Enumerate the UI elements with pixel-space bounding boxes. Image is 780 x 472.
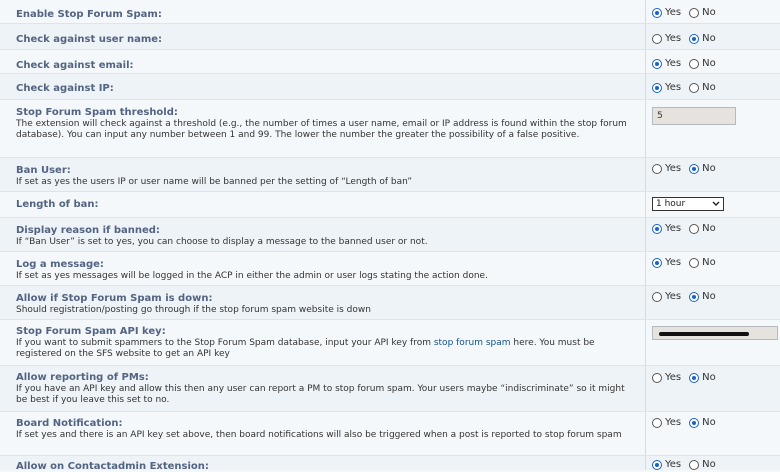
radio-yes[interactable]: Yes (652, 372, 681, 383)
setting-row-board-notification (0, 412, 780, 456)
radio-no[interactable]: No (689, 7, 716, 18)
setting-description: If “Ban User” is set to yes, you can choose to display a message to the banned user or not. (16, 237, 428, 247)
radio-selected-icon[interactable] (689, 34, 699, 44)
setting-description: Should registration/posting go through if the stop forum spam website is down (16, 305, 371, 315)
stop-forum-spam-link[interactable]: stop forum spam (433, 338, 511, 348)
radio-no[interactable]: No (689, 163, 716, 174)
setting-row-api-key (0, 320, 780, 366)
radio-unselected-icon[interactable] (652, 34, 662, 44)
radio-selected-icon[interactable] (652, 258, 662, 268)
radio-yes[interactable]: Yes (652, 417, 681, 428)
redacted-value (659, 332, 749, 336)
setting-row-check-username (0, 24, 780, 50)
radio-selected-icon[interactable] (652, 83, 662, 93)
radio-unselected-icon[interactable] (652, 292, 662, 302)
radio-no[interactable]: No (689, 33, 716, 44)
radio-group (652, 223, 716, 234)
radio-group (652, 372, 716, 383)
radio-group (652, 163, 716, 174)
setting-title: Length of ban: (16, 199, 99, 210)
radio-group (652, 417, 716, 428)
radio-yes[interactable]: Yes (652, 163, 681, 174)
ban-length-select[interactable]: 1 hour (652, 197, 724, 211)
radio-unselected-icon[interactable] (689, 59, 699, 69)
setting-row-allow-if-down (0, 286, 780, 320)
setting-row-log-message (0, 252, 780, 286)
setting-title: Allow on Contactadmin Extension: (16, 461, 209, 472)
radio-no[interactable]: No (689, 372, 716, 383)
radio-group (652, 459, 716, 470)
radio-no[interactable]: No (689, 223, 716, 234)
setting-description: If set as yes messages will be logged in the ACP in either the admin or user logs stating the action done. (16, 271, 488, 281)
radio-no[interactable]: No (689, 291, 716, 302)
setting-description: If you have an API key and allow this then any user can report a PM to stop forum spam. Your users maybe “indiscriminate” so it might be best if you leave this set to no. (16, 384, 625, 405)
radio-selected-icon[interactable] (689, 418, 699, 428)
radio-selected-icon[interactable] (689, 373, 699, 383)
setting-description: If set as yes the users IP or user name will be banned per the setting of “Length of ban” (16, 177, 413, 187)
radio-unselected-icon[interactable] (689, 8, 699, 18)
radio-unselected-icon[interactable] (689, 460, 699, 470)
radio-no[interactable]: No (689, 257, 716, 268)
radio-no[interactable]: No (689, 58, 716, 69)
radio-group (652, 33, 716, 44)
radio-unselected-icon[interactable] (689, 258, 699, 268)
api-key-input[interactable] (652, 326, 778, 340)
setting-title: Ban User: (16, 165, 71, 176)
radio-selected-icon[interactable] (652, 8, 662, 18)
radio-unselected-icon[interactable] (652, 418, 662, 428)
radio-no[interactable]: No (689, 417, 716, 428)
radio-unselected-icon[interactable] (652, 373, 662, 383)
setting-title: Check against IP: (16, 83, 114, 94)
setting-row-check-ip (0, 74, 780, 100)
radio-no[interactable]: No (689, 82, 716, 93)
radio-unselected-icon[interactable] (652, 164, 662, 174)
setting-title: Stop Forum Spam API key: (16, 326, 166, 337)
threshold-input[interactable] (652, 107, 736, 125)
radio-yes[interactable]: Yes (652, 82, 681, 93)
setting-title: Display reason if banned: (16, 225, 160, 236)
setting-description: If set yes and there is an API key set above, then board notifications will also be triggered when a post is reported to stop forum spam (16, 430, 622, 440)
radio-group (652, 58, 716, 69)
radio-selected-icon[interactable] (689, 164, 699, 174)
radio-unselected-icon[interactable] (689, 224, 699, 234)
setting-title: Stop Forum Spam threshold: (16, 107, 178, 118)
radio-group (652, 257, 716, 268)
radio-group (652, 7, 716, 18)
radio-selected-icon[interactable] (652, 224, 662, 234)
radio-yes[interactable]: Yes (652, 58, 681, 69)
setting-row-check-email (0, 50, 780, 74)
radio-yes[interactable]: Yes (652, 7, 681, 18)
setting-row-contactadmin (0, 456, 780, 470)
setting-title: Enable Stop Forum Spam: (16, 9, 162, 20)
chevron-down-icon (712, 201, 720, 207)
radio-yes[interactable]: Yes (652, 223, 681, 234)
setting-title: Log a message: (16, 259, 104, 270)
setting-title: Board Notification: (16, 418, 123, 429)
radio-selected-icon[interactable] (652, 460, 662, 470)
setting-row-display-reason (0, 218, 780, 252)
radio-selected-icon[interactable] (689, 292, 699, 302)
setting-row-threshold (0, 100, 780, 158)
setting-row-enable-sfs (0, 0, 780, 24)
radio-group (652, 82, 716, 93)
setting-row-report-pms (0, 366, 780, 412)
radio-yes[interactable]: Yes (652, 459, 681, 470)
radio-group (652, 291, 716, 302)
setting-description: The extension will check against a threshold (e.g., the number of times a user name, email or IP address is found within the stop forum database). You can input any number between 1 and 99. The lower the number the greater the possibility of a false positive. (16, 119, 627, 140)
setting-title: Check against email: (16, 60, 134, 71)
radio-no[interactable]: No (689, 459, 716, 470)
setting-row-ban-user (0, 158, 780, 192)
setting-row-ban-length (0, 192, 780, 218)
radio-yes[interactable]: Yes (652, 257, 681, 268)
radio-yes[interactable]: Yes (652, 33, 681, 44)
radio-selected-icon[interactable] (652, 59, 662, 69)
setting-title: Allow if Stop Forum Spam is down: (16, 293, 213, 304)
radio-yes[interactable]: Yes (652, 291, 681, 302)
setting-title: Check against user name: (16, 34, 163, 45)
radio-unselected-icon[interactable] (689, 83, 699, 93)
setting-description: If you want to submit spammers to the Stop Forum Spam database, input your API key from stop forum spam here. You must be registered on the SFS website to get an API key (16, 338, 595, 359)
setting-title: Allow reporting of PMs: (16, 372, 149, 383)
